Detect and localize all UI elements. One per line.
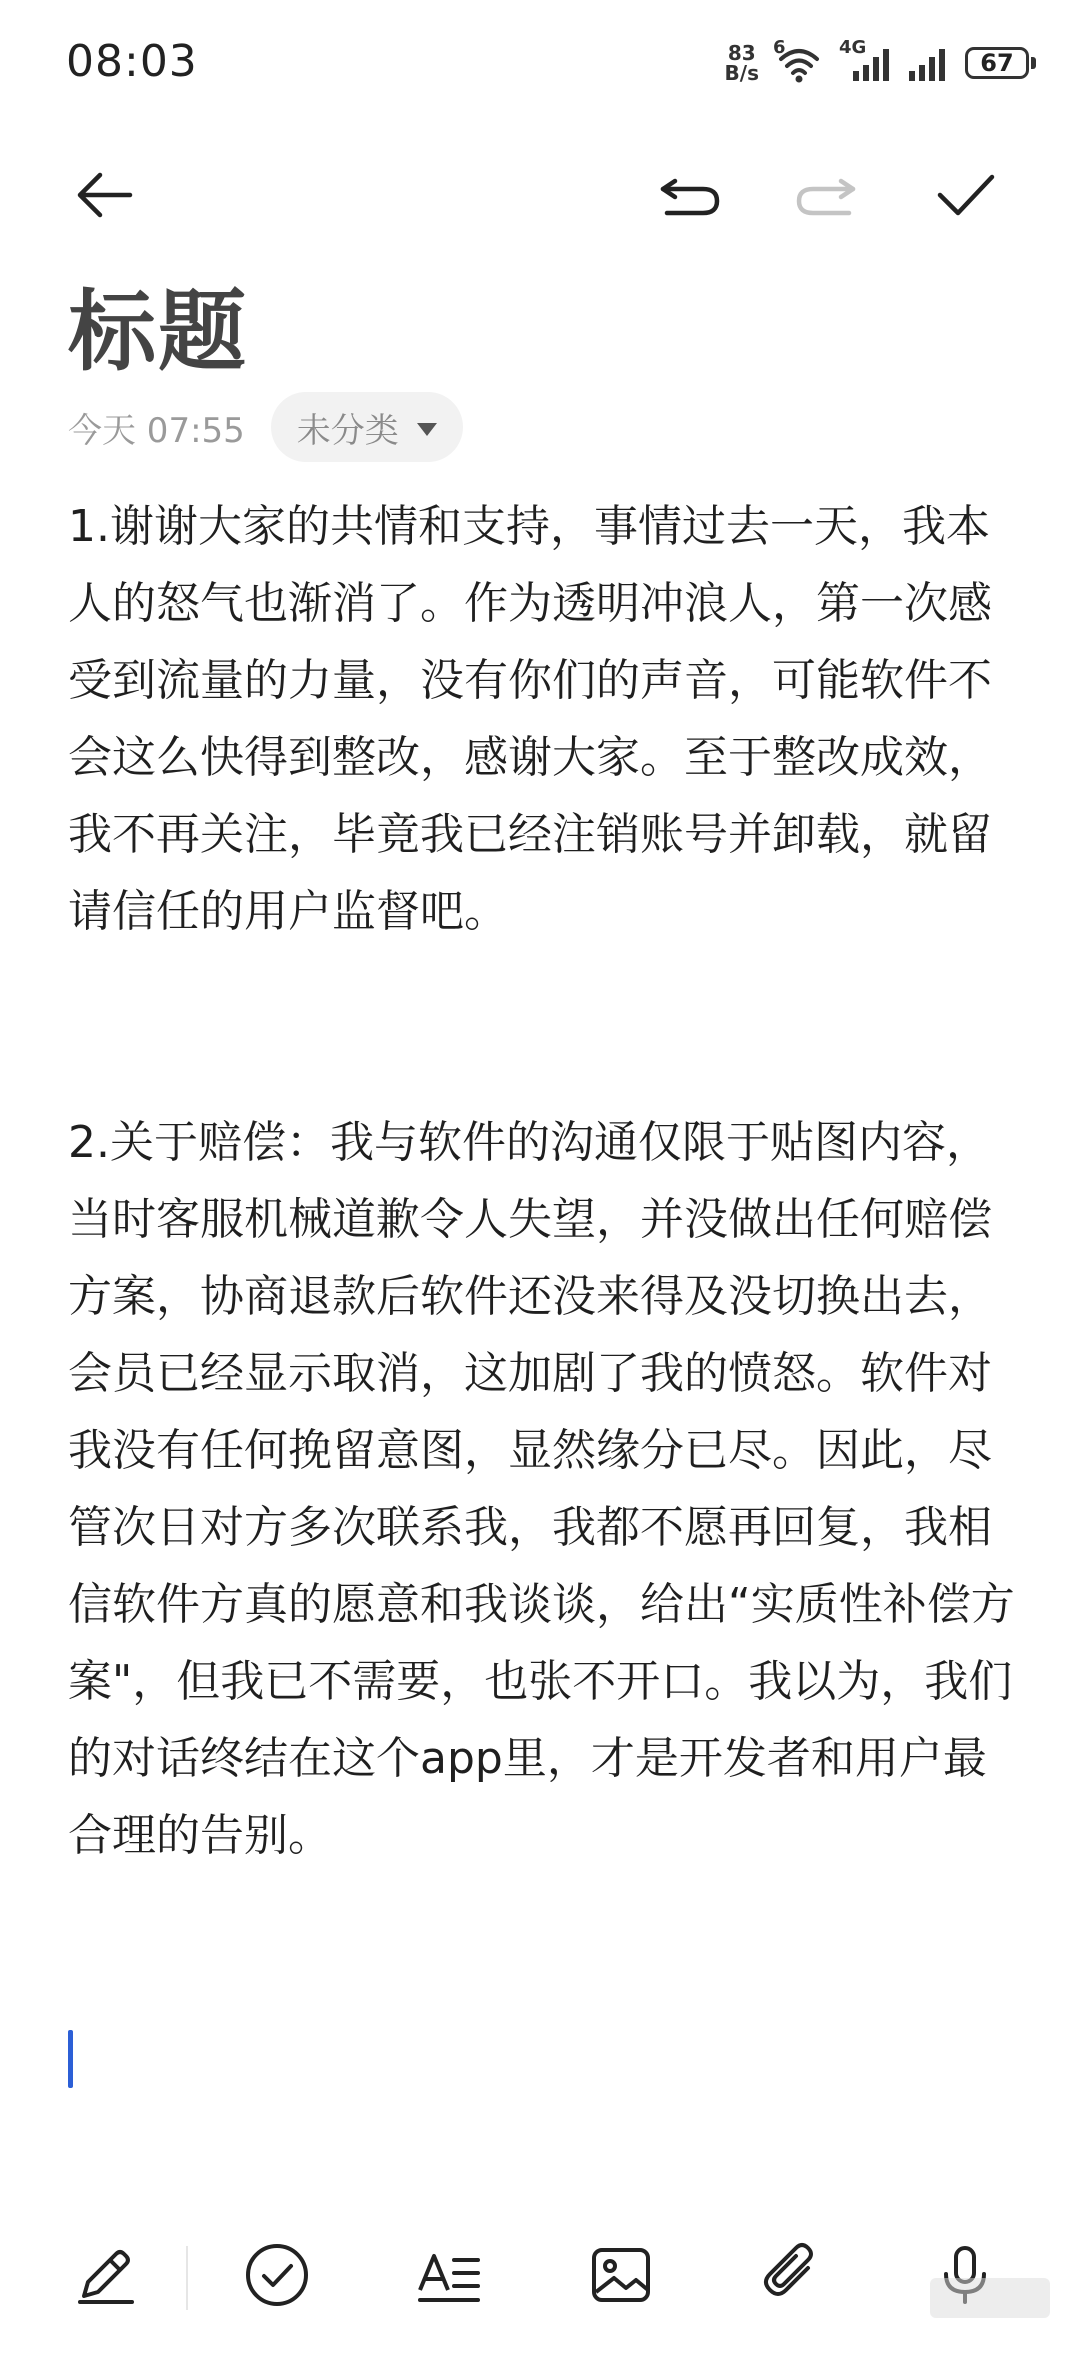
- editor-toolbar: [0, 150, 1080, 240]
- network-speed-unit: B/s: [724, 61, 759, 85]
- watermark: [930, 2278, 1050, 2318]
- note-body[interactable]: [68, 488, 1018, 1874]
- handwriting-button[interactable]: [60, 2230, 150, 2320]
- redo-icon: [791, 167, 861, 223]
- wifi-icon: [773, 37, 825, 85]
- text-cursor: [68, 2030, 73, 2088]
- cellular-signal-icon: [907, 41, 951, 85]
- insert-image-button[interactable]: [576, 2230, 666, 2320]
- bottom-toolbar: [0, 2210, 1080, 2330]
- category-dropdown[interactable]: [271, 392, 463, 462]
- arrow-left-icon: [72, 167, 136, 223]
- cellular-signal-4g-icon: [839, 37, 893, 85]
- toolbar-divider: [186, 2246, 188, 2310]
- cellular-badge: 4G: [839, 37, 867, 58]
- category-label: 未分类: [296, 410, 399, 451]
- checklist-icon: [242, 2240, 312, 2310]
- note-paragraph-2: 2.关于赔偿：我与软件的沟通仅限于贴图内容，当时客服机械道歉令人失望，并没做出任何赔偿方案，协商退款后软件还没来得及没切换出去，会员已经显示取消，这加剧了我的愤怒。软件对我没有任何挽留意图，显然缘分已尽。因此，尽管次日对方多次联系我，我都不愿再回复，我相信软件方真的愿意和我谈谈，给出“实质性补偿方案"，但我已不需要，也张不开口。我以为，我们的对话终结在这个app里，才是开发者和用户最合理的告别。: [68, 1117, 1015, 1861]
- attachment-button[interactable]: [748, 2230, 838, 2320]
- checklist-button[interactable]: [232, 2230, 322, 2320]
- text-format-button[interactable]: [404, 2230, 494, 2320]
- image-icon: [586, 2240, 656, 2310]
- network-speed-value: 83: [727, 41, 756, 65]
- note-date: 今天 07:55: [68, 410, 245, 451]
- status-time: 08:03: [66, 36, 198, 87]
- battery-level: 67: [965, 47, 1029, 79]
- undo-icon: [655, 167, 725, 223]
- note-title[interactable]: 标题: [68, 280, 249, 383]
- battery-cap: [1031, 57, 1036, 69]
- checkmark-icon: [934, 167, 998, 223]
- back-button[interactable]: [64, 160, 144, 230]
- caret-down-icon: [417, 423, 437, 436]
- note-paragraph-1: 1.谢谢大家的共情和支持，事情过去一天，我本人的怒气也渐消了。作为透明冲浪人，第一次感受到流量的力量，没有你们的声音，可能软件不会这么快得到整改，感谢大家。至于整改成效，我不再关注，毕竟我已经注销账号并卸载，就留请信任的用户监督吧。: [68, 501, 992, 937]
- network-speed: [725, 43, 759, 83]
- pen-icon: [70, 2240, 140, 2310]
- status-bar: [0, 0, 1080, 120]
- done-button[interactable]: [926, 160, 1006, 230]
- paragraph-spacer: [68, 950, 1018, 1104]
- undo-button[interactable]: [650, 160, 730, 230]
- text-format-icon: [414, 2240, 484, 2310]
- note-meta: [68, 392, 463, 462]
- battery-icon: [965, 47, 1036, 79]
- redo-button[interactable]: [786, 160, 866, 230]
- wifi-badge: 6: [773, 37, 786, 58]
- status-indicators: [725, 38, 1036, 88]
- attachment-icon: [758, 2240, 828, 2310]
